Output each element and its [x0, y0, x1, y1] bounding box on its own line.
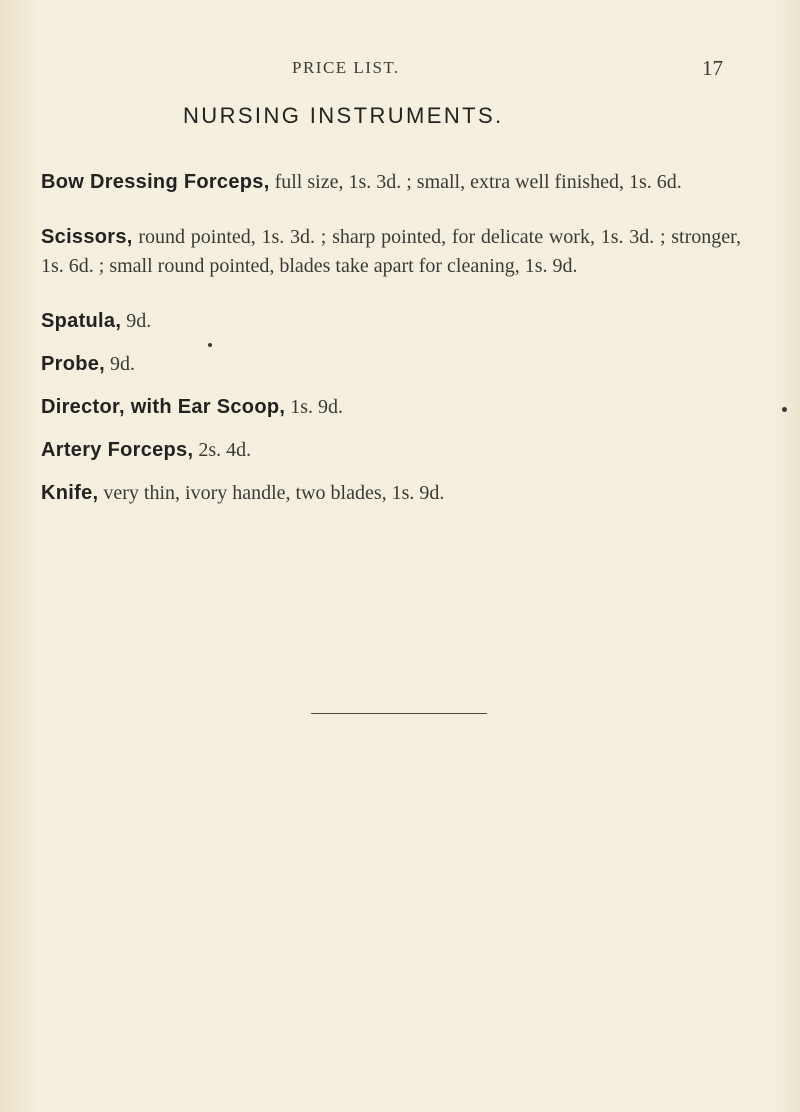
running-head: PRICE LIST.: [292, 58, 400, 77]
page-number: 17: [702, 56, 723, 80]
entry-director: [41, 393, 741, 422]
entry-description: 1s. 9d.: [285, 396, 344, 418]
entry-probe: [41, 350, 741, 379]
entry-description: 9d.: [105, 353, 136, 375]
entry-knife: [41, 479, 741, 508]
entry-name: Probe,: [41, 353, 106, 375]
entry-list: [41, 168, 741, 522]
entry-artery-forceps: [41, 436, 741, 465]
entry-name: Knife,: [41, 482, 99, 504]
entry-name: Director, with Ear Scoop,: [41, 396, 286, 418]
section-title: NURSING INSTRUMENTS.: [183, 103, 504, 128]
section-end-rule: [311, 713, 487, 714]
entry-bow-dressing-forceps: [41, 168, 741, 197]
ink-speck: [208, 343, 212, 347]
entry-description: very thin, ivory handle, two blades, 1s. 9d.: [98, 482, 445, 504]
entry-spatula: [41, 307, 741, 336]
ink-speck: [782, 407, 787, 412]
entry-description: round pointed, 1s. 3d. ; sharp pointed, for delicate work, 1s. 3d. ; stronger, 1s. 6d. ; small round pointed, blades take apart for cleaning, 1s. 9d.: [41, 226, 741, 277]
entry-name: Bow Dressing Forceps,: [41, 171, 270, 193]
entry-name: Spatula,: [41, 310, 122, 332]
entry-description: full size, 1s. 3d. ; small, extra well finished, 1s. 6d.: [269, 171, 682, 193]
entry-name: Artery Forceps,: [41, 439, 194, 461]
entry-name: Scissors,: [41, 226, 133, 248]
entry-scissors: [41, 223, 741, 281]
entry-description: 9d.: [121, 310, 152, 332]
entry-description: 2s. 4d.: [193, 439, 252, 461]
